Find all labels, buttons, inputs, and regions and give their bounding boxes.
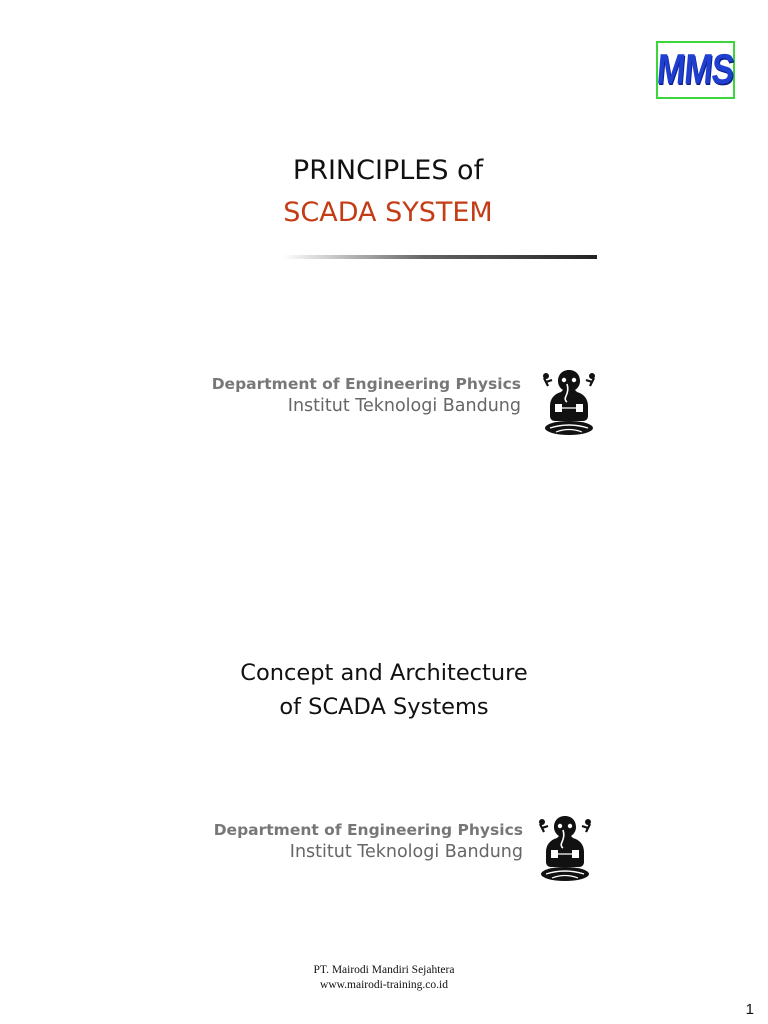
footer-website[interactable]: www.mairodi-training.co.id xyxy=(320,979,448,991)
title-divider xyxy=(282,255,597,259)
mms-logo xyxy=(656,41,735,99)
department-name: Department of Engineering Physics xyxy=(211,375,521,393)
title-line-2: SCADA SYSTEM xyxy=(283,197,493,228)
footer-company: PT. Mairodi Mandiri Sejahtera xyxy=(313,964,455,976)
footer xyxy=(0,963,768,993)
institute-name: Institut Teknologi Bandung xyxy=(289,842,523,862)
section-heading-line-2: of SCADA Systems xyxy=(279,694,489,720)
affiliation-block-1 xyxy=(212,375,521,416)
institute-name: Institut Teknologi Bandung xyxy=(287,396,521,416)
section-heading-line-1: Concept and Architecture xyxy=(240,660,528,686)
itb-ganesha-emblem-icon xyxy=(542,366,596,438)
page-number: 1 xyxy=(745,1001,754,1018)
mms-logo-text: MMS xyxy=(655,45,736,94)
affiliation-block-2 xyxy=(214,821,523,862)
itb-ganesha-emblem-icon xyxy=(538,812,592,884)
department-name: Department of Engineering Physics xyxy=(213,821,523,839)
title-line-1: PRINCIPLES of xyxy=(292,155,484,186)
